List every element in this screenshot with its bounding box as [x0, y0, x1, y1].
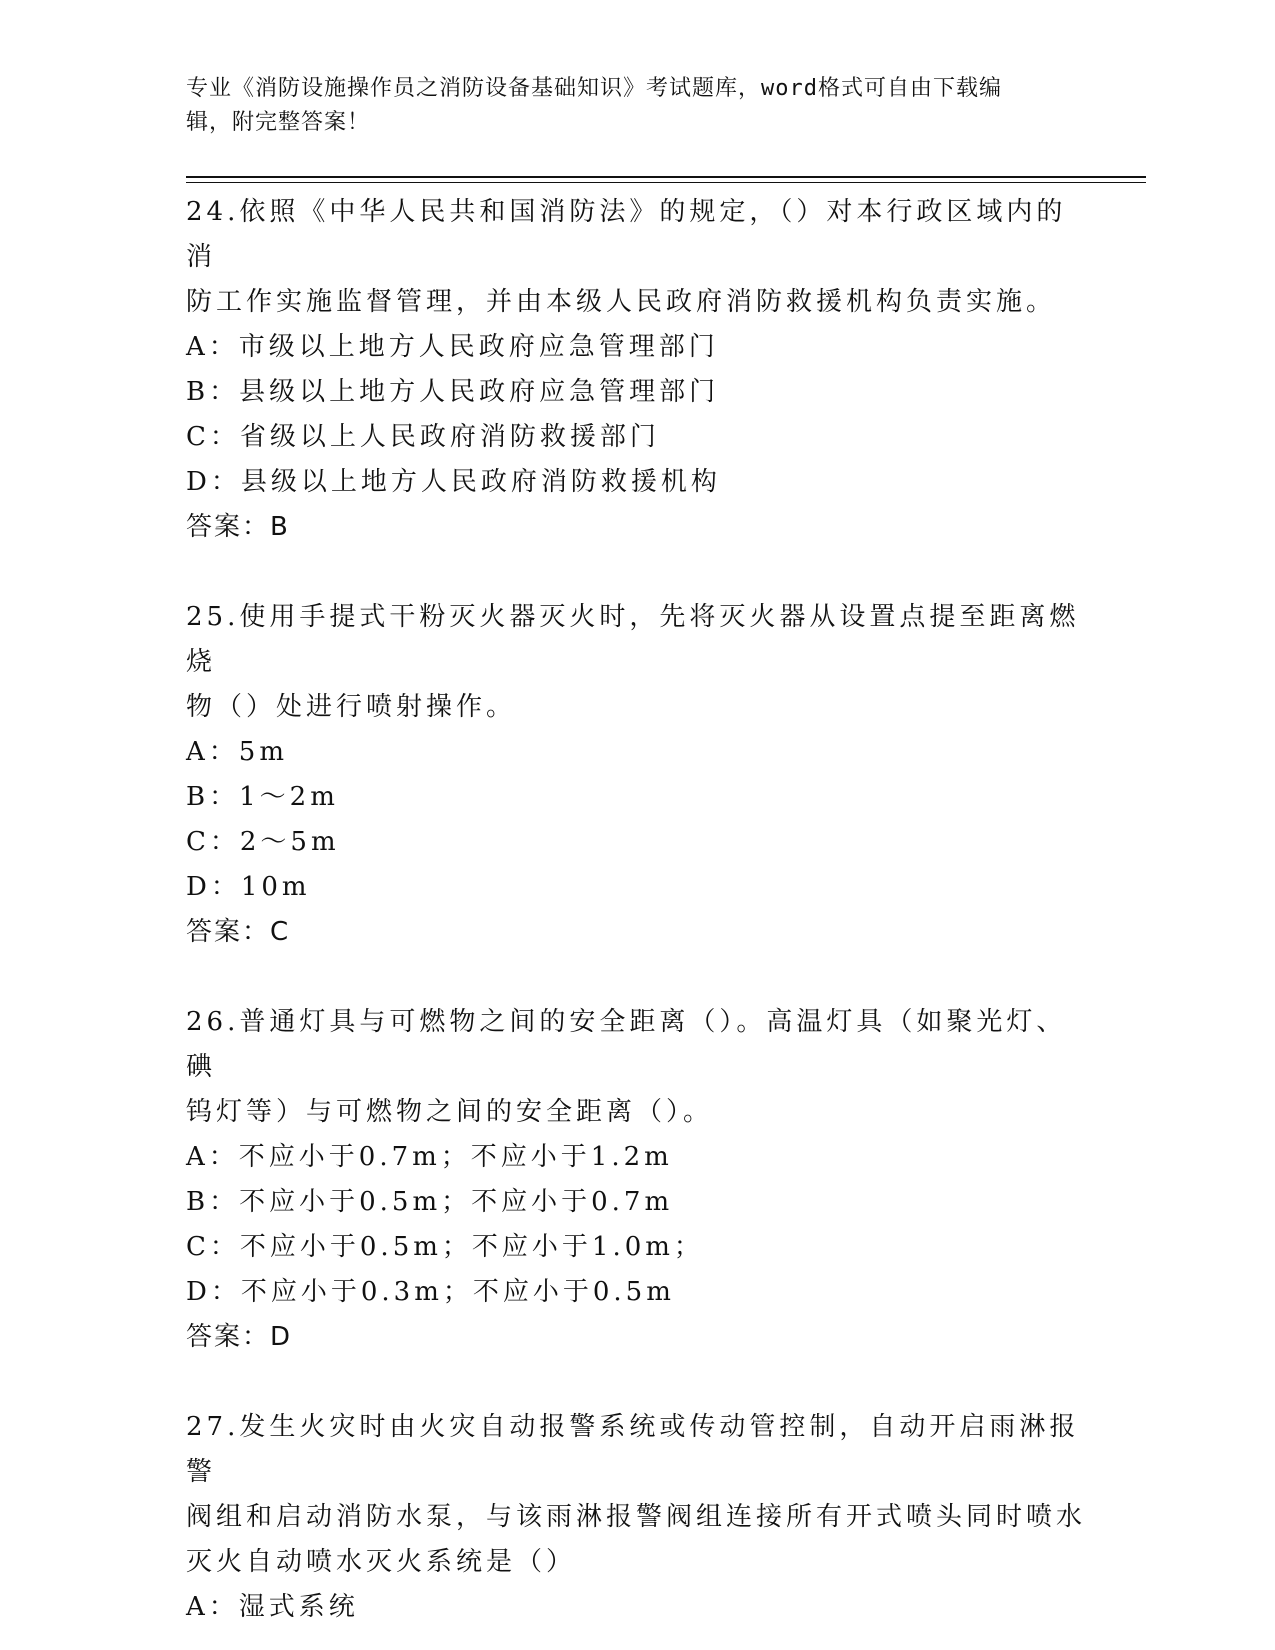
- option-b: B：1～2m: [186, 782, 339, 812]
- option-a: A：5m: [186, 737, 288, 767]
- question-text-line: 阀组和启动消防水泵，与该雨淋报警阀组连接所有开式喷头同时喷水: [186, 1502, 1087, 1532]
- option-c: C：省级以上人民政府消防救援部门: [186, 422, 660, 452]
- spacer: [186, 1360, 1086, 1405]
- question-text-line: 27.发生火灾时由火灾自动报警系统或传动管控制，自动开启雨淋报警: [186, 1412, 1080, 1487]
- header-line-1: 专业《消防设施操作员之消防设备基础知识》考试题库，word格式可自由下载编: [186, 76, 1002, 101]
- answer: 答案：D: [186, 1322, 293, 1352]
- spacer: [186, 955, 1086, 1000]
- option-a: A：湿式系统: [186, 1592, 359, 1622]
- option-b: B：不应小于0.5m；不应小于0.7m: [186, 1187, 674, 1217]
- question-25: [186, 595, 1086, 955]
- question-text-line: 25.使用手提式干粉灭火器灭火时，先将灭火器从设置点提至距离燃烧: [186, 602, 1080, 677]
- question-text-line: 物（）处进行喷射操作。: [186, 692, 517, 722]
- question-text-line: 钨灯等）与可燃物之间的安全距离（）。: [186, 1097, 714, 1127]
- question-text-line: 26.普通灯具与可燃物之间的安全距离（）。高温灯具（如聚光灯、碘: [186, 1007, 1067, 1082]
- question-26: [186, 1000, 1086, 1360]
- option-b: B：县级以上地方人民政府应急管理部门: [186, 377, 720, 407]
- answer: 答案：B: [186, 512, 290, 542]
- document-header: [186, 72, 1066, 140]
- question-text-line: 防工作实施监督管理，并由本级人民政府消防救援机构负责实施。: [186, 287, 1057, 317]
- header-rule-thin: [186, 182, 1146, 183]
- answer: 答案：C: [186, 917, 291, 947]
- header-line-2: 辑，附完整答案！: [186, 110, 371, 135]
- option-c: C：2～5m: [186, 827, 340, 857]
- spacer: [186, 550, 1086, 595]
- question-24: [186, 190, 1086, 550]
- question-text-line: 24.依照《中华人民共和国消防法》的规定，（）对本行政区域内的消: [186, 197, 1067, 272]
- question-text-line: 灭火自动喷水灭火系统是（）: [186, 1547, 577, 1577]
- option-c: C：不应小于0.5m；不应小于1.0m；: [186, 1232, 704, 1262]
- option-d: D：县级以上地方人民政府消防救援机构: [186, 467, 721, 497]
- option-d: D：10m: [186, 872, 311, 902]
- option-a: A：不应小于0.7m；不应小于1.2m: [186, 1142, 673, 1172]
- option-a: A：市级以上地方人民政府应急管理部门: [186, 332, 719, 362]
- option-d: D：不应小于0.3m；不应小于0.5m: [186, 1277, 675, 1307]
- header-rule-thick: [186, 176, 1146, 178]
- question-27: [186, 1405, 1086, 1630]
- question-list: [186, 190, 1086, 1630]
